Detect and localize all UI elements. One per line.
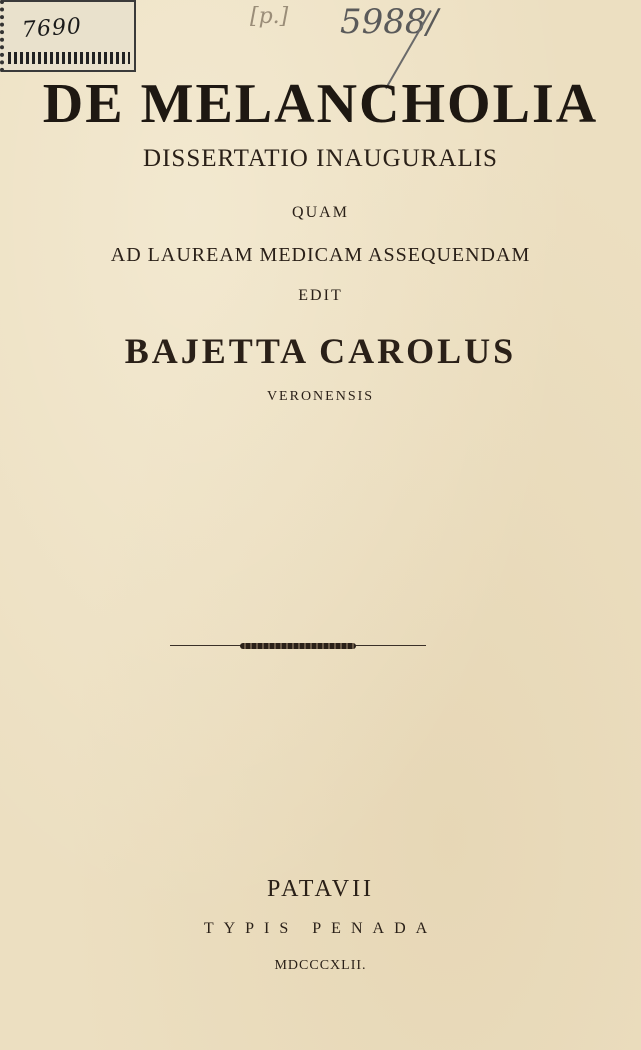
purpose-line: AD LAUREAM MEDICAM ASSEQUENDAM — [110, 244, 531, 266]
library-label — [0, 0, 136, 72]
shelfmark-note: [p.] — [250, 4, 289, 29]
pencil-note: 5988/ — [340, 2, 438, 42]
imprint-city: PATAVII — [266, 876, 375, 902]
author-name: BAJETTA CAROLUS — [124, 331, 517, 371]
main-title: DE MELANCHOLIA — [42, 73, 599, 135]
ornamental-rule — [170, 644, 426, 648]
label-number: 7690 — [21, 13, 83, 44]
subtitle: DISSERTATIO INAUGURALIS — [143, 145, 498, 172]
quam-line: QUAM — [292, 204, 349, 221]
author-origin: VERONENSIS — [266, 389, 375, 404]
imprint-printer: TYPIS PENADA — [203, 920, 438, 937]
imprint-year: MDCCCXLII. — [274, 958, 367, 973]
rule-ornament — [240, 643, 356, 649]
label-border-strip — [8, 52, 130, 64]
edit-line: EDIT — [298, 287, 343, 304]
